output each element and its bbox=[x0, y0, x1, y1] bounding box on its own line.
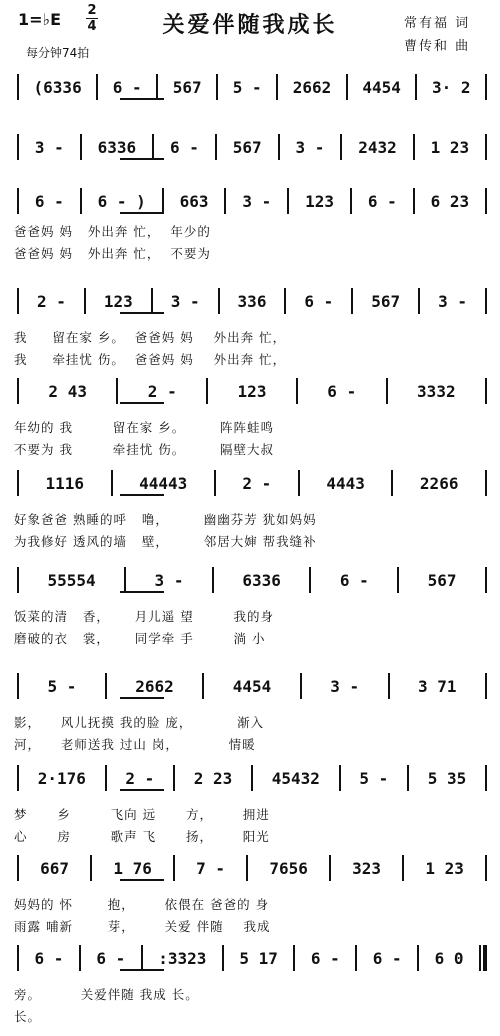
barline bbox=[296, 378, 298, 404]
measure: 55554 bbox=[47, 570, 96, 590]
measure: 2662 bbox=[292, 77, 332, 97]
barline bbox=[17, 567, 19, 593]
measure: 2·176 bbox=[37, 768, 86, 788]
lyric-line: 心 房 歌声 飞 扬， 阳光 bbox=[14, 829, 270, 844]
measure: :3323 bbox=[158, 948, 207, 968]
notation-line bbox=[12, 288, 492, 314]
measure: 3 - bbox=[295, 137, 325, 157]
barline bbox=[386, 378, 388, 404]
measure: 6 - bbox=[367, 191, 397, 211]
measure: 6 - bbox=[112, 77, 142, 97]
measure: 6336 bbox=[97, 137, 137, 157]
barline bbox=[224, 188, 226, 214]
measure: 2 - bbox=[147, 381, 177, 401]
barline bbox=[173, 765, 175, 791]
time-signature-bottom: 4 bbox=[87, 19, 97, 34]
barline bbox=[17, 188, 19, 214]
measure: 6 - bbox=[304, 291, 334, 311]
measure: 2 - bbox=[125, 768, 155, 788]
barline bbox=[152, 134, 154, 160]
barline bbox=[346, 74, 348, 100]
tempo-marking: 每分钟74拍 bbox=[26, 46, 90, 60]
measure: 6 - bbox=[339, 570, 369, 590]
barline bbox=[298, 470, 300, 496]
barline bbox=[251, 765, 253, 791]
barline bbox=[222, 945, 224, 971]
barline bbox=[485, 765, 487, 791]
barline bbox=[485, 673, 487, 699]
barline bbox=[413, 188, 415, 214]
barline bbox=[215, 134, 217, 160]
measure: 2 - bbox=[36, 291, 66, 311]
barline bbox=[391, 470, 393, 496]
barline bbox=[351, 288, 353, 314]
measure: 3· 2 bbox=[431, 77, 471, 97]
beam-line bbox=[120, 212, 164, 214]
notation-line bbox=[12, 74, 492, 100]
measure: (6336 bbox=[33, 77, 82, 97]
measure: 567 bbox=[232, 137, 262, 157]
measure: 3332 bbox=[417, 381, 456, 401]
measure: 1 23 bbox=[430, 137, 470, 157]
notation-line bbox=[12, 188, 492, 214]
barline bbox=[479, 945, 481, 971]
measure: 2662 bbox=[135, 676, 174, 696]
notation-line bbox=[12, 134, 492, 160]
barline bbox=[202, 673, 204, 699]
barline bbox=[300, 673, 302, 699]
measure: 1116 bbox=[45, 473, 85, 493]
barline bbox=[287, 188, 289, 214]
measure: 6 - bbox=[34, 948, 64, 968]
barline bbox=[355, 945, 357, 971]
measure: 123 bbox=[305, 191, 335, 211]
lyric-line: 爸爸妈 妈 外出奔 忙， 不要为 bbox=[14, 246, 211, 261]
barline bbox=[485, 470, 487, 496]
measure: 567 bbox=[371, 291, 401, 311]
measure: 2 23 bbox=[193, 768, 233, 788]
measure: 567 bbox=[427, 570, 457, 590]
measure: 323 bbox=[352, 858, 382, 878]
measure: 5 35 bbox=[427, 768, 467, 788]
barline bbox=[329, 855, 331, 881]
measure: 3 - bbox=[170, 291, 200, 311]
key-signature: 1=♭E bbox=[18, 10, 62, 29]
measure: 3 - bbox=[242, 191, 272, 211]
lyric-line: 好象爸爸 熟睡的呼 噜， 幽幽芬芳 犹如妈妈 bbox=[14, 512, 317, 527]
beam-line bbox=[120, 789, 164, 791]
barline bbox=[402, 855, 404, 881]
lyric-line: 饭菜的清 香， 月儿遥 望 我的身 bbox=[14, 609, 275, 624]
barline bbox=[485, 378, 487, 404]
measure: 6 23 bbox=[430, 191, 470, 211]
measure: 5 - bbox=[232, 77, 262, 97]
barline bbox=[415, 74, 417, 100]
measure: 4454 bbox=[362, 77, 401, 97]
barline bbox=[141, 945, 143, 971]
beam-line bbox=[120, 879, 164, 881]
barline bbox=[485, 855, 487, 881]
barline bbox=[293, 945, 295, 971]
measure: 3 - bbox=[330, 676, 360, 696]
barline bbox=[309, 567, 311, 593]
barline bbox=[17, 855, 19, 881]
beam-line bbox=[120, 158, 164, 160]
measure: 6 - bbox=[310, 948, 340, 968]
measure: 4454 bbox=[232, 676, 272, 696]
barline bbox=[17, 134, 19, 160]
lyric-line: 旁。 关爱伴随 我成 长。 bbox=[14, 987, 199, 1002]
barline bbox=[173, 855, 175, 881]
lyric-line: 我 留在家 乡。 爸爸妈 妈 外出奔 忙， bbox=[14, 330, 287, 345]
lyric-line: 年幼的 我 留在家 乡。 阵阵蛙鸣 bbox=[14, 420, 275, 435]
measure: 667 bbox=[40, 858, 70, 878]
barline bbox=[116, 378, 118, 404]
barline bbox=[17, 288, 19, 314]
measure: 44443 bbox=[139, 473, 188, 493]
measure: 6 - bbox=[372, 948, 402, 968]
barline bbox=[278, 134, 280, 160]
measure: 7 - bbox=[196, 858, 226, 878]
measure: 336 bbox=[237, 291, 267, 311]
beam-line bbox=[120, 969, 164, 971]
barline bbox=[162, 188, 164, 214]
barline bbox=[17, 74, 19, 100]
barline bbox=[17, 470, 19, 496]
barline bbox=[90, 855, 92, 881]
barline bbox=[80, 134, 82, 160]
lyric-line: 为我修好 透风的墙 壁， 邻居大婶 帮我缝补 bbox=[14, 534, 317, 549]
measure: 2 43 bbox=[48, 381, 87, 401]
barline bbox=[124, 567, 126, 593]
barline bbox=[17, 378, 19, 404]
barline bbox=[80, 188, 82, 214]
measure: 4443 bbox=[326, 473, 365, 493]
barline bbox=[339, 765, 341, 791]
measure: 2266 bbox=[419, 473, 459, 493]
measure: 3 - bbox=[438, 291, 468, 311]
barline bbox=[17, 673, 19, 699]
lyric-line: 影， 风儿抚摸 我的脸 庞， 渐入 bbox=[14, 715, 265, 730]
measure: 7656 bbox=[269, 858, 308, 878]
lyricist-credit: 常有福 词 bbox=[404, 16, 471, 31]
measure: 1 23 bbox=[425, 858, 464, 878]
barline bbox=[17, 945, 19, 971]
measure: 6 - bbox=[327, 381, 357, 401]
barline bbox=[105, 765, 107, 791]
measure: 6 - bbox=[96, 948, 126, 968]
barline bbox=[485, 188, 487, 214]
barline bbox=[216, 74, 218, 100]
measure: 5 - bbox=[359, 768, 389, 788]
barline bbox=[397, 567, 399, 593]
composer-credit: 曹传和 曲 bbox=[404, 39, 471, 54]
barline bbox=[79, 945, 81, 971]
measure: 6 - ) bbox=[97, 191, 146, 211]
beam-line bbox=[120, 98, 164, 100]
beam-line bbox=[120, 591, 164, 593]
barline bbox=[485, 134, 487, 160]
measure: 663 bbox=[179, 191, 209, 211]
beam-line bbox=[120, 402, 164, 404]
time-signature-top: 2 bbox=[87, 3, 97, 18]
lyric-line: 爸爸妈 妈 外出奔 忙， 年少的 bbox=[14, 224, 211, 239]
barline bbox=[418, 288, 420, 314]
measure: 3 - bbox=[34, 137, 64, 157]
notation-line bbox=[12, 673, 492, 699]
notation-line bbox=[12, 378, 492, 404]
barline bbox=[206, 378, 208, 404]
measure: 3 - bbox=[154, 570, 184, 590]
lyric-line: 妈妈的 怀 抱， 依偎在 爸爸的 身 bbox=[14, 897, 270, 912]
barline bbox=[407, 765, 409, 791]
barline bbox=[218, 288, 220, 314]
notation-line bbox=[12, 945, 492, 971]
barline bbox=[485, 288, 487, 314]
lyric-line: 不要为 我 牵挂忧 伤。 隔壁大叔 bbox=[14, 442, 275, 457]
measure: 2432 bbox=[358, 137, 397, 157]
barline bbox=[17, 765, 19, 791]
lyric-line: 磨破的衣 裳， 同学牵 手 淌 小 bbox=[14, 631, 266, 646]
measure: 5 17 bbox=[239, 948, 278, 968]
barline bbox=[84, 288, 86, 314]
barline bbox=[485, 567, 487, 593]
barline bbox=[105, 673, 107, 699]
barline bbox=[96, 74, 98, 100]
barline bbox=[212, 567, 214, 593]
beam-line bbox=[120, 312, 164, 314]
barline bbox=[156, 74, 158, 100]
final-barline bbox=[483, 945, 487, 971]
measure: 6 0 bbox=[434, 948, 464, 968]
measure: 45432 bbox=[271, 768, 320, 788]
notation-line bbox=[12, 855, 492, 881]
lyric-line: 我 牵挂忧 伤。 爸爸妈 妈 外出奔 忙， bbox=[14, 352, 287, 367]
lyric-line: 河， 老师送我 过山 岗， 情暖 bbox=[14, 737, 256, 752]
barline bbox=[388, 673, 390, 699]
measure: 1 76 bbox=[113, 858, 152, 878]
measure: 6 - bbox=[34, 191, 64, 211]
barline bbox=[413, 134, 415, 160]
barline bbox=[350, 188, 352, 214]
measure: 123 bbox=[237, 381, 267, 401]
barline bbox=[276, 74, 278, 100]
measure: 6 - bbox=[170, 137, 199, 157]
barline bbox=[485, 74, 487, 100]
barline bbox=[340, 134, 342, 160]
measure: 6336 bbox=[242, 570, 281, 590]
barline bbox=[246, 855, 248, 881]
notation-line bbox=[12, 567, 492, 593]
notation-line bbox=[12, 765, 492, 791]
barline bbox=[111, 470, 113, 496]
lyric-line: 雨露 哺新 芽， 关爱 伴随 我成 bbox=[14, 919, 271, 934]
song-title: 关爱伴随我成长 bbox=[162, 13, 338, 38]
measure: 567 bbox=[172, 77, 202, 97]
measure: 2 - bbox=[242, 473, 272, 493]
beam-line bbox=[120, 494, 164, 496]
lyric-line: 长。 bbox=[14, 1009, 42, 1024]
lyric-line: 梦 乡 飞向 远 方， 拥进 bbox=[14, 807, 270, 822]
measure: 5 - bbox=[47, 676, 77, 696]
barline bbox=[417, 945, 419, 971]
measure: 3 71 bbox=[418, 676, 457, 696]
measure: 123 bbox=[103, 291, 133, 311]
beam-line bbox=[120, 697, 164, 699]
barline bbox=[214, 470, 216, 496]
notation-line bbox=[12, 470, 492, 496]
barline bbox=[151, 288, 153, 314]
barline bbox=[284, 288, 286, 314]
